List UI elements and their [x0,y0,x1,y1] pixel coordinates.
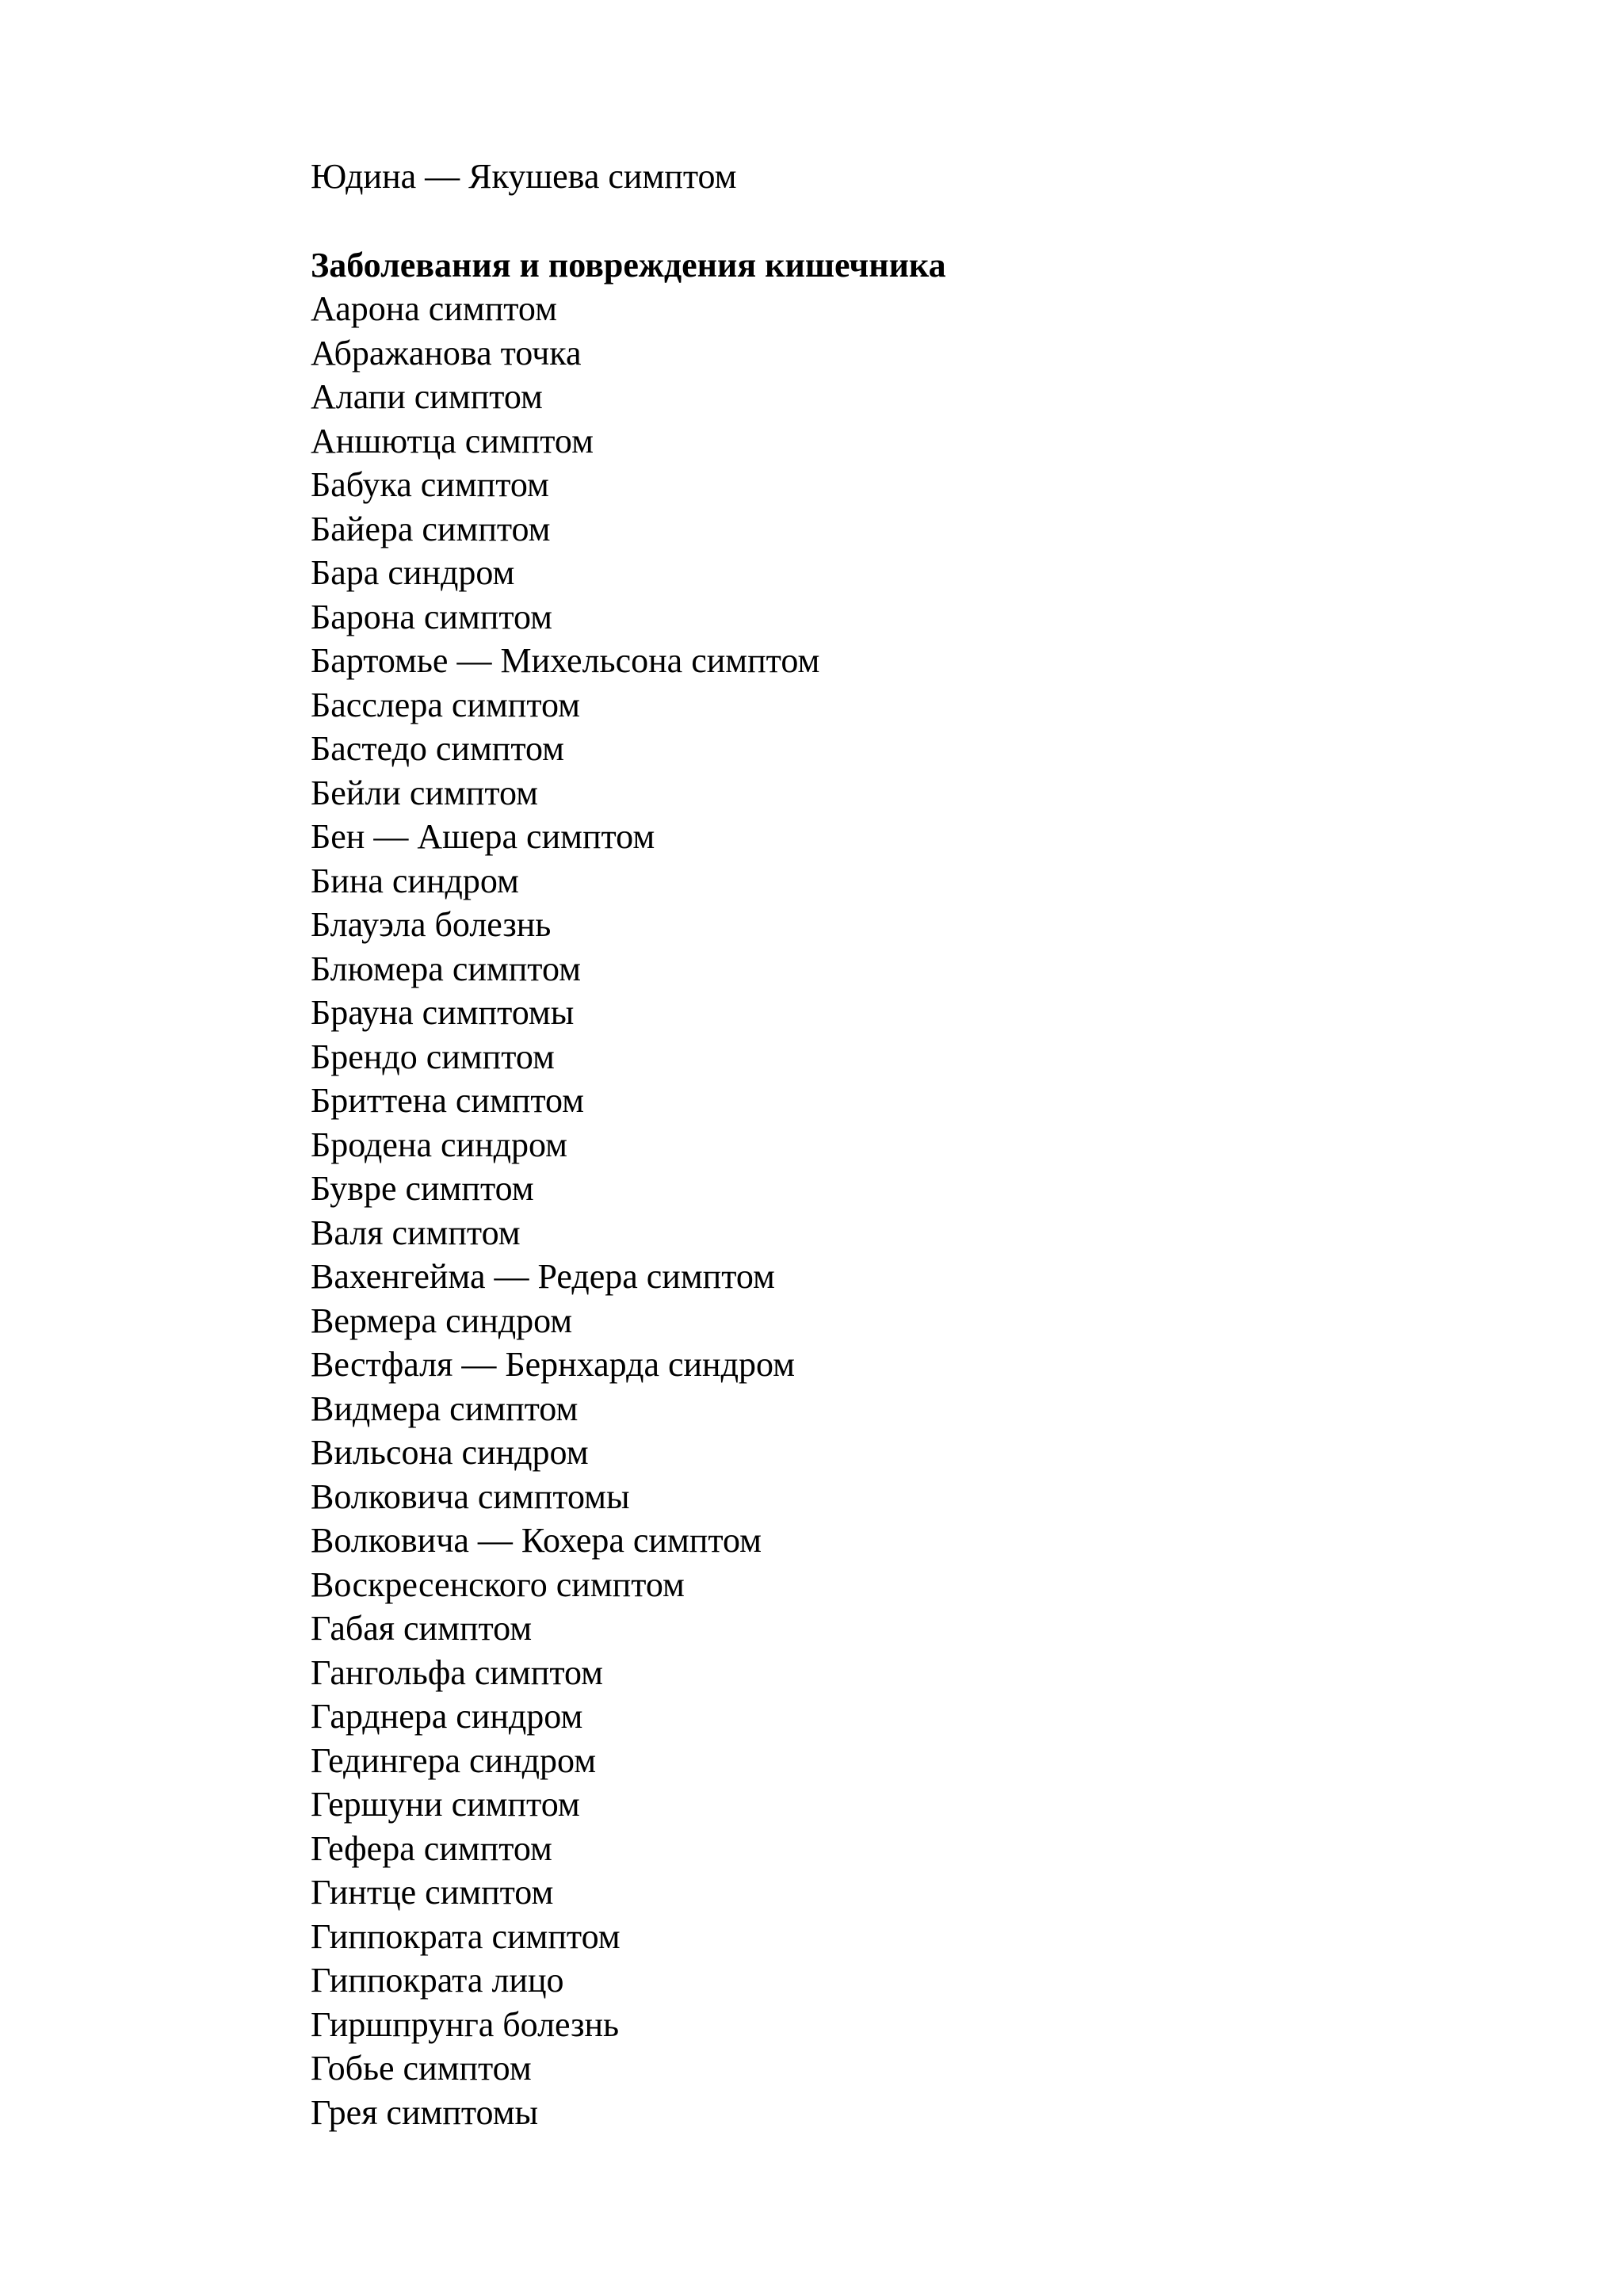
list-item: Гиршпрунга болезнь [311,2004,620,2044]
list-item: Гобье симптом [311,2049,532,2088]
list-item: Бриттена симптом [311,1081,584,1120]
list-item: Абражанова точка [311,333,582,372]
list-item: Габая симптом [311,1609,533,1648]
list-item: Блюмера симптом [311,949,581,988]
list-item: Аншютца симптом [311,421,594,460]
list-item: Бартомье — Михельсона симптом [311,641,820,680]
list-item: Вестфаля — Бернхарда синдром [311,1345,795,1384]
list-item: Гинтце симптом [311,1873,554,1912]
term-list [311,287,1499,2134]
list-item: Гиппократа симптом [311,1916,621,1956]
list-item: Бродена синдром [311,1125,568,1164]
list-item: Волковича симптомы [311,1477,630,1516]
list-item: Гефера симптом [311,1828,552,1868]
first-line: Юдина — Якушева симптом [311,157,737,196]
list-item: Вильсона синдром [311,1433,589,1472]
list-item: Бен — Ашера симптом [311,817,655,856]
list-item: Бабука симптом [311,465,549,504]
list-item: Гедингера синдром [311,1740,597,1780]
list-item: Бастедо симптом [311,729,565,768]
document-content [311,155,1499,2134]
list-item: Басслера симптом [311,685,580,724]
list-item: Блауэла болезнь [311,905,552,944]
list-item: Алапи симптом [311,377,543,416]
list-item: Видмера симптом [311,1389,579,1428]
list-item: Вахенгейма — Редера симптом [311,1257,775,1296]
list-item: Воскресенского симптом [311,1564,685,1604]
list-item: Гиппократа лицо [311,1961,564,2000]
list-item: Валя симптом [311,1213,521,1252]
list-item: Гангольфа симптом [311,1652,603,1692]
list-item: Байера симптом [311,509,551,548]
list-item: Бара синдром [311,553,515,592]
list-item: Барона симптом [311,597,552,636]
list-item: Брауна симптомы [311,993,575,1032]
list-item: Бувре симптом [311,1169,534,1208]
list-item: Бина синдром [311,861,519,900]
list-item: Гершуни симптом [311,1785,580,1824]
list-item: Грея симптомы [311,2092,539,2132]
list-item: Аарона симптом [311,289,557,328]
list-item: Бейли симптом [311,773,538,812]
paragraph-gap [311,199,1499,243]
list-item: Вермера синдром [311,1301,573,1340]
section-heading: Заболевания и повреждения кишечника [311,245,946,285]
list-item: Гарднера синдром [311,1697,583,1736]
list-item: Волковича — Кохера симптом [311,1521,762,1560]
list-item: Брендо симптом [311,1037,555,1076]
